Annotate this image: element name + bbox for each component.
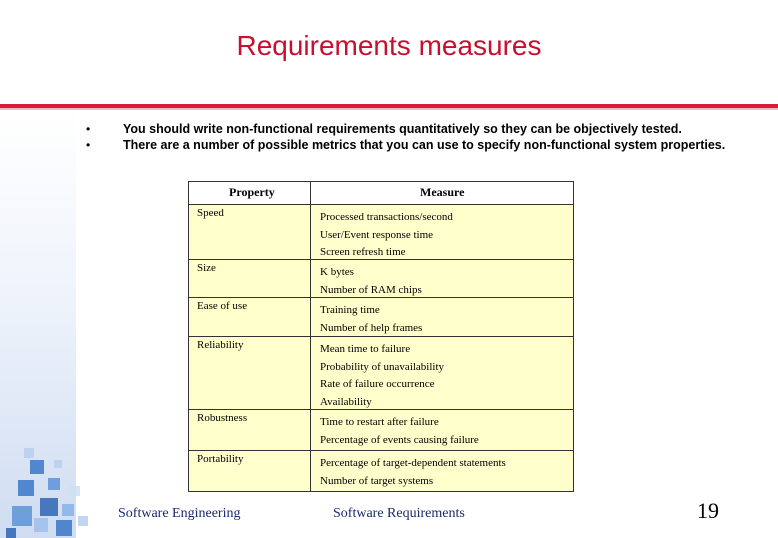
measure-line: Training time — [320, 304, 380, 316]
title-divider-shadow — [0, 108, 778, 110]
property-cell: Reliability — [197, 339, 244, 351]
measure-line: Probability of unavailability — [320, 360, 445, 373]
measure-line: Number of RAM chips — [320, 283, 422, 296]
table-row — [189, 410, 573, 451]
header-property: Property — [229, 185, 275, 199]
measure-line: Processed transactions/second — [320, 211, 453, 223]
measure-line: Time to restart after failure — [320, 416, 439, 428]
measure-line: User/Event response time — [320, 228, 434, 241]
measure-line: Availability — [320, 395, 372, 408]
measure-line: Rate of failure occurrence — [320, 378, 435, 390]
measure-cell — [320, 302, 422, 337]
property-cell: Robustness — [197, 412, 248, 424]
page-number: 19 — [697, 498, 719, 523]
footer-course: Software Engineering — [118, 506, 241, 521]
table-row — [189, 451, 573, 491]
measure-cell — [320, 414, 479, 449]
footer-topic: Software Requirements — [333, 506, 465, 521]
table-column-divider — [310, 182, 311, 491]
bullet-text: There are a number of possible metrics that you can use to specify non-functional system properties. — [123, 138, 726, 152]
measure-cell — [320, 455, 506, 490]
measure-line: Number of target systems — [320, 474, 434, 487]
mosaic-decoration — [0, 420, 100, 538]
table-row — [189, 337, 573, 410]
measure-cell — [320, 341, 444, 411]
slide-title: Requirements measures — [236, 30, 542, 61]
property-cell: Ease of use — [197, 300, 248, 312]
table-row — [189, 205, 573, 260]
table-header-row — [189, 182, 573, 205]
measure-cell — [320, 209, 453, 262]
header-measure: Measure — [420, 185, 465, 199]
table-row — [189, 260, 573, 298]
bullet-text: You should write non-functional requirements quantitatively so they can be objectively tested. — [123, 122, 682, 136]
property-cell: Size — [197, 262, 216, 274]
bullet-marker: • — [86, 138, 91, 152]
bullet-list — [86, 122, 726, 154]
table-row — [189, 298, 573, 337]
measures-table — [188, 181, 574, 492]
bullet-item — [86, 138, 726, 152]
property-cell: Portability — [197, 453, 244, 465]
bullet-marker: • — [86, 122, 91, 136]
measure-line: Percentage of target-dependent statements — [320, 457, 506, 469]
measure-line: Percentage of events causing failure — [320, 433, 479, 446]
measure-line: Mean time to failure — [320, 343, 411, 355]
bullet-item — [86, 122, 726, 136]
measure-cell — [320, 264, 422, 299]
property-cell: Speed — [197, 207, 224, 219]
measure-line: Screen refresh time — [320, 246, 406, 258]
measure-line: Number of help frames — [320, 321, 423, 334]
measure-line: K bytes — [320, 266, 354, 278]
